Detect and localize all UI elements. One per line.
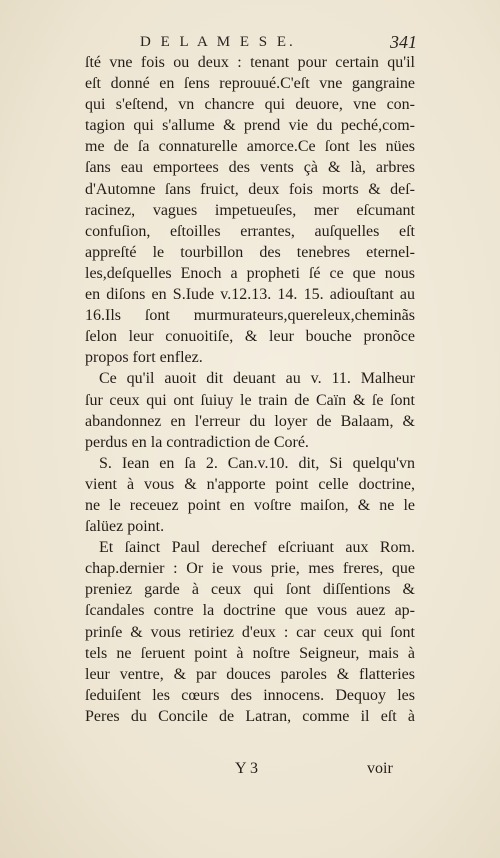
- body-text: [85, 52, 415, 727]
- text-line-16: Ce qu'il auoit dit deuant au v. 11. Malheur: [99, 370, 415, 388]
- text-line-30: leur ventre, & par douces paroles & flatteries: [85, 665, 415, 683]
- text-line-25: chap.dernier : Or ie vous prie, mes freres, que: [85, 560, 415, 578]
- catchword: voir: [367, 760, 393, 777]
- text-line-7: d'Automne ſans fruict, deux fois morts & deſ-: [85, 180, 415, 198]
- text-line-21: vient à vous & n'apporte point celle doctrine,: [85, 475, 415, 493]
- text-line-10: appreſté le tourbillon des tenebres eternel-: [85, 243, 415, 261]
- text-line-15: propos fort enflez.: [85, 349, 203, 367]
- text-line-17: ſur ceux qui ont ſuiuy le train de Caïn & ſe ſont: [85, 391, 415, 409]
- page-number: 341: [390, 32, 417, 52]
- text-line-3: qui s'eſtend, vn chancre qui deuore, vne con-: [85, 96, 415, 114]
- text-line-2: eſt donné en ſens reprouué.C'eſt vne gangraine: [85, 75, 415, 93]
- text-line-9: confuſion, eſtoilles errantes, auſquelles eſt: [85, 222, 415, 240]
- text-line-5: me de ſa connaturelle amorce.Ce ſont les nües: [85, 138, 415, 156]
- text-line-13: 16.Ils ſont murmurateurs,quereleux,cheminãs: [85, 307, 415, 325]
- text-line-14: ſelon leur conuoitiſe, & leur bouche pronõce: [85, 328, 415, 346]
- text-line-27: ſcandales contre la doctrine que vous auez ap-: [85, 602, 415, 620]
- text-line-23: ſalüez point.: [85, 518, 165, 536]
- text-line-18: abandonnez en l'erreur du loyer de Balaam, &: [85, 412, 415, 430]
- text-line-29: tels ne ſeruent point à noſtre Seigneur, mais à: [85, 644, 415, 662]
- text-line-26: preniez garde à ceux qui ſont diſſentions &: [85, 581, 415, 599]
- text-line-6: ſans eau emportees des vents çà & là, arbres: [85, 159, 415, 177]
- text-line-19: perdus en la contradiction de Coré.: [85, 433, 309, 451]
- page-footer: [0, 755, 500, 781]
- signature-mark: Y 3: [235, 760, 258, 777]
- text-line-20: S. Iean en ſa 2. Can.v.10. dit, Si quelqu'vn: [99, 454, 415, 472]
- header-title: D E L A M E S E.: [140, 34, 296, 50]
- text-line-12: en diſons en S.Iude v.12.13. 14. 15. adiouſtant au: [85, 286, 415, 304]
- text-line-8: racinez, vagues impetueuſes, mer eſcumant: [85, 201, 415, 219]
- text-line-31: ſeduiſent les cœurs des innocens. Dequoy les: [85, 686, 415, 704]
- text-line-11: les,deſquelles Enoch a propheti ſé ce que nous: [85, 264, 415, 282]
- text-line-32: Peres du Concile de Latran, comme il eſt à: [85, 707, 415, 725]
- text-line-1: ſté vne fois ou deux : tenant pour certain qu'il: [85, 54, 415, 71]
- text-line-22: ne le receuez point en voſtre maiſon, & ne le: [85, 496, 415, 514]
- text-line-24: Et ſainct Paul derechef eſcriuant aux Rom.: [99, 539, 415, 557]
- text-line-4: tagion qui s'allume & prend vie du peché,com-: [85, 117, 415, 135]
- text-line-28: prinſe & vous retiriez d'eux : car ceux qui ſont: [85, 623, 415, 641]
